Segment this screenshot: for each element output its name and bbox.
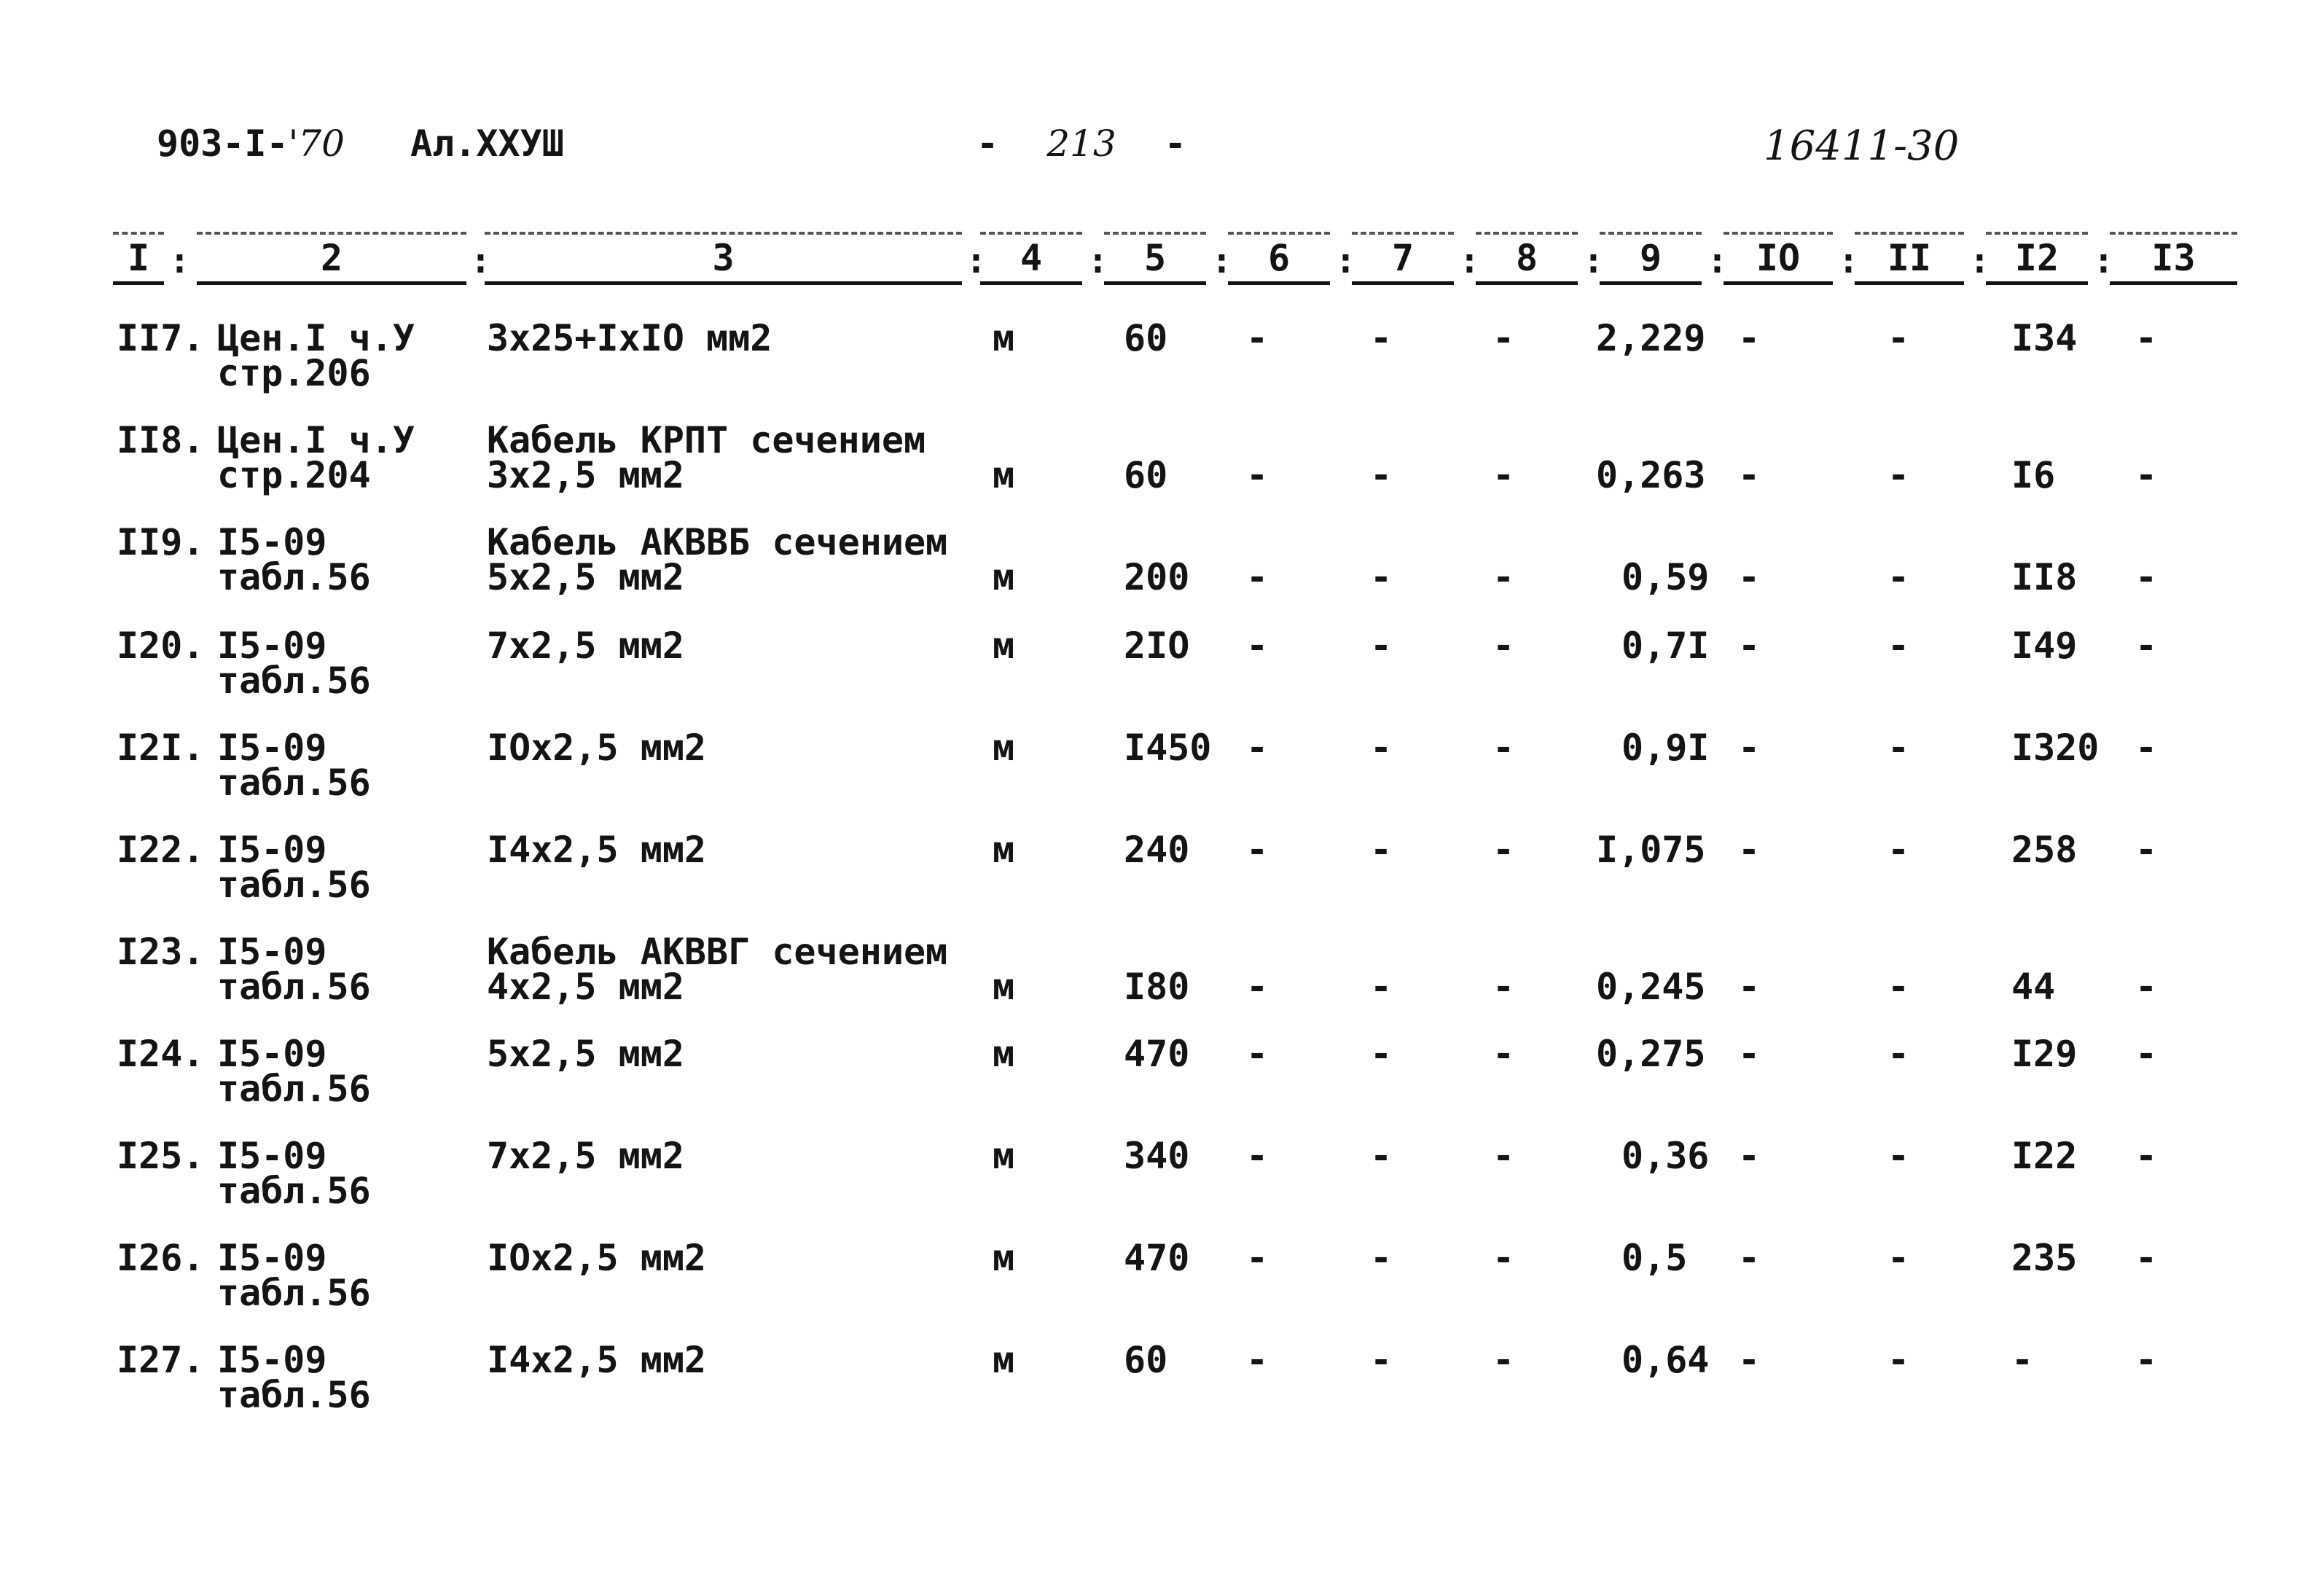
column-header-12: I2: [1986, 232, 2088, 285]
column-header-7: 7: [1352, 232, 1454, 285]
quantity: 2IO: [1124, 625, 1190, 667]
cell-col10: -: [1738, 1033, 1761, 1075]
rate-reference: Цен.I ч.У: [217, 419, 415, 461]
cell-col6: -: [1246, 556, 1269, 598]
row-number: II8.: [117, 419, 205, 461]
cell-col10: -: [1738, 966, 1761, 1008]
rate-reference-page: табл.56: [217, 1272, 371, 1314]
total-value: I22: [2011, 1135, 2078, 1177]
quantity: 470: [1124, 1033, 1190, 1075]
column-separator: :: [1707, 241, 1728, 281]
cell-col6: -: [1246, 317, 1269, 359]
rate-reference: I5-09: [217, 521, 327, 563]
sheet-number: [977, 122, 1186, 165]
column-header-6: 6: [1228, 232, 1330, 285]
row-number: I2I.: [117, 727, 205, 769]
rate-reference: I5-09: [217, 1237, 327, 1279]
cell-col11: -: [1887, 454, 1910, 496]
unit: м: [993, 556, 1015, 598]
cell-col10: -: [1738, 625, 1761, 667]
cell-col13: -: [2135, 1135, 2158, 1177]
cell-col7: -: [1370, 625, 1393, 667]
cell-col10: -: [1738, 317, 1761, 359]
cell-col10: -: [1738, 1339, 1761, 1381]
column-header-5: 5: [1104, 232, 1206, 285]
unit: м: [993, 829, 1015, 871]
cell-col7: -: [1370, 556, 1393, 598]
cell-col6: -: [1246, 1135, 1269, 1177]
cell-col11: -: [1887, 1135, 1910, 1177]
cell-col10: -: [1738, 1237, 1761, 1279]
cell-col8: -: [1492, 1033, 1515, 1075]
column-header-9: 9: [1600, 232, 1702, 285]
rate-reference-page: стр.204: [217, 454, 371, 496]
cell-col11: -: [1887, 625, 1910, 667]
cell-col7: -: [1370, 454, 1393, 496]
cell-col11: -: [1887, 1339, 1910, 1381]
table-row: [0, 1033, 2324, 1131]
document-code-number: 903-I-: [157, 122, 289, 165]
column-header-4: 4: [980, 232, 1082, 285]
table-row: [0, 625, 2324, 723]
rate-reference-page: табл.56: [217, 1374, 371, 1416]
cell-col11: -: [1887, 1033, 1910, 1075]
rate-reference: I5-09: [217, 1339, 327, 1381]
table-row: [0, 419, 2324, 517]
cell-col6: -: [1246, 966, 1269, 1008]
table-row: [0, 727, 2324, 825]
cell-col7: -: [1370, 966, 1393, 1008]
unit-weight: I,075: [1596, 829, 1706, 871]
item-description: 7х2,5 мм2: [487, 625, 684, 667]
quantity: 60: [1124, 1339, 1168, 1381]
unit-weight: 0,263: [1596, 454, 1706, 496]
cell-col7: -: [1370, 829, 1393, 871]
column-separator: :: [1583, 241, 1604, 281]
unit-weight: 0,275: [1596, 1033, 1706, 1075]
cell-col8: -: [1492, 556, 1515, 598]
item-description: I4х2,5 мм2: [487, 829, 707, 871]
sheet-dash-right: -: [1164, 122, 1186, 165]
column-separator: :: [1335, 241, 1356, 281]
sheet-dash-left: -: [977, 122, 999, 165]
quantity: 340: [1124, 1135, 1190, 1177]
cell-col11: -: [1887, 966, 1910, 1008]
table-row: [0, 829, 2324, 927]
quantity: I80: [1124, 966, 1190, 1008]
cell-col11: -: [1887, 556, 1910, 598]
cell-col13: -: [2135, 829, 2158, 871]
cell-col6: -: [1246, 1339, 1269, 1381]
column-header-8: 8: [1476, 232, 1578, 285]
column-header-3: 3: [485, 232, 962, 285]
table-row: [0, 317, 2324, 415]
total-value: I320: [2011, 727, 2100, 769]
total-value: I34: [2011, 317, 2078, 359]
cell-col7: -: [1370, 1339, 1393, 1381]
cell-col7: -: [1370, 1237, 1393, 1279]
rate-reference-page: табл.56: [217, 966, 371, 1008]
cell-col6: -: [1246, 625, 1269, 667]
rate-reference: I5-09: [217, 931, 327, 973]
column-separator: :: [1459, 241, 1480, 281]
cell-col13: -: [2135, 625, 2158, 667]
unit: м: [993, 454, 1015, 496]
column-header-10: IO: [1724, 232, 1833, 285]
item-description: Кабель КРПТ сечением: [487, 419, 926, 461]
unit-weight: 0,245: [1596, 966, 1706, 1008]
column-separator: :: [1838, 241, 1859, 281]
rate-reference: I5-09: [217, 727, 327, 769]
row-number: I25.: [117, 1135, 205, 1177]
column-separator: :: [966, 241, 987, 281]
total-value: 44: [2011, 966, 2056, 1008]
item-description: 5х2,5 мм2: [487, 1033, 684, 1075]
total-value: I6: [2011, 454, 2056, 496]
document-code-handwritten: '70: [288, 122, 345, 165]
column-separator: :: [1969, 241, 1990, 281]
quantity: 200: [1124, 556, 1190, 598]
unit-weight: 0,9I: [1621, 727, 1710, 769]
item-description: 7х2,5 мм2: [487, 1135, 684, 1177]
cell-col13: -: [2135, 317, 2158, 359]
row-number: I20.: [117, 625, 205, 667]
row-number: II7.: [117, 317, 205, 359]
quantity: 60: [1124, 454, 1168, 496]
cell-col8: -: [1492, 1237, 1515, 1279]
item-description: I4х2,5 мм2: [487, 1339, 707, 1381]
column-separator: :: [1087, 241, 1108, 281]
cell-col8: -: [1492, 829, 1515, 871]
total-value: -: [2011, 1339, 2034, 1381]
row-number: I26.: [117, 1237, 205, 1279]
quantity: 240: [1124, 829, 1190, 871]
total-value: II8: [2011, 556, 2078, 598]
table-row: [0, 521, 2324, 619]
rate-reference-page: табл.56: [217, 762, 371, 804]
cell-col11: -: [1887, 727, 1910, 769]
cell-col6: -: [1246, 1237, 1269, 1279]
cell-col13: -: [2135, 1339, 2158, 1381]
cell-col8: -: [1492, 454, 1515, 496]
cell-col6: -: [1246, 454, 1269, 496]
quantity: I450: [1124, 727, 1212, 769]
quantity: 470: [1124, 1237, 1190, 1279]
rate-reference: I5-09: [217, 625, 327, 667]
total-value: 258: [2011, 829, 2078, 871]
album-label: Ал.XXУШ: [410, 122, 564, 165]
cell-col10: -: [1738, 556, 1761, 598]
column-header-13: I3: [2110, 232, 2237, 285]
cell-col6: -: [1246, 829, 1269, 871]
cell-col7: -: [1370, 317, 1393, 359]
cell-col11: -: [1887, 1237, 1910, 1279]
cell-col13: -: [2135, 1237, 2158, 1279]
rate-reference: I5-09: [217, 1135, 327, 1177]
unit-weight: 0,36: [1621, 1135, 1710, 1177]
column-separator: :: [2093, 241, 2114, 281]
unit: м: [993, 966, 1015, 1008]
rate-reference: I5-09: [217, 829, 327, 871]
rate-reference-page: табл.56: [217, 660, 371, 702]
cell-col6: -: [1246, 727, 1269, 769]
unit: м: [993, 727, 1015, 769]
table-row: [0, 1135, 2324, 1233]
total-value: I49: [2011, 625, 2078, 667]
cell-col8: -: [1492, 966, 1515, 1008]
column-separator: :: [470, 241, 491, 281]
item-description: 3х25+IxIO мм2: [487, 317, 772, 359]
cell-col13: -: [2135, 966, 2158, 1008]
item-description-line2: 5х2,5 мм2: [487, 556, 684, 598]
row-number: I27.: [117, 1339, 205, 1381]
document-code: [157, 122, 564, 165]
unit: м: [993, 1033, 1015, 1075]
column-header-11: II: [1855, 232, 1964, 285]
table-row: [0, 1339, 2324, 1437]
table-row: [0, 1237, 2324, 1335]
cell-col7: -: [1370, 727, 1393, 769]
cell-col6: -: [1246, 1033, 1269, 1075]
cell-col8: -: [1492, 317, 1515, 359]
column-header-1: I: [113, 232, 164, 285]
table-row: [0, 931, 2324, 1029]
unit-weight: 0,64: [1621, 1339, 1710, 1381]
total-value: I29: [2011, 1033, 2078, 1075]
item-description-line2: 4х2,5 мм2: [487, 966, 684, 1008]
quantity: 60: [1124, 317, 1168, 359]
cell-col8: -: [1492, 1339, 1515, 1381]
rate-reference-page: табл.56: [217, 1068, 371, 1110]
rate-reference-page: табл.56: [217, 556, 371, 598]
cell-col10: -: [1738, 454, 1761, 496]
document-id: 16411-30: [1764, 122, 1960, 170]
cell-col10: -: [1738, 1135, 1761, 1177]
unit-weight: 0,59: [1621, 556, 1710, 598]
item-description-line2: 3х2,5 мм2: [487, 454, 684, 496]
unit-weight: 0,5: [1621, 1237, 1688, 1279]
cell-col8: -: [1492, 625, 1515, 667]
unit: м: [993, 317, 1015, 359]
item-description: Кабель АКВВБ сечением: [487, 521, 948, 563]
unit: м: [993, 1339, 1015, 1381]
rate-reference: Цен.I ч.У: [217, 317, 415, 359]
cell-col8: -: [1492, 1135, 1515, 1177]
cell-col11: -: [1887, 829, 1910, 871]
item-description: Кабель АКВВГ сечением: [487, 931, 948, 973]
unit: м: [993, 1237, 1015, 1279]
cell-col7: -: [1370, 1135, 1393, 1177]
item-description: IOх2,5 мм2: [487, 727, 707, 769]
column-separator: :: [1211, 241, 1232, 281]
column-header-2: 2: [197, 232, 466, 285]
unit-weight: 0,7I: [1621, 625, 1710, 667]
rate-reference-page: стр.206: [217, 352, 371, 394]
column-separator: :: [169, 241, 190, 281]
cell-col10: -: [1738, 727, 1761, 769]
sheet-number-value: 213: [1046, 122, 1116, 165]
item-description: IOх2,5 мм2: [487, 1237, 707, 1279]
cell-col11: -: [1887, 317, 1910, 359]
unit: м: [993, 1135, 1015, 1177]
cell-col10: -: [1738, 829, 1761, 871]
rate-reference-page: табл.56: [217, 1170, 371, 1212]
cell-col13: -: [2135, 727, 2158, 769]
rate-reference: I5-09: [217, 1033, 327, 1075]
cell-col13: -: [2135, 1033, 2158, 1075]
row-number: I23.: [117, 931, 205, 973]
row-number: I22.: [117, 829, 205, 871]
unit-weight: 2,229: [1596, 317, 1706, 359]
cell-col7: -: [1370, 1033, 1393, 1075]
cell-col13: -: [2135, 454, 2158, 496]
row-number: II9.: [117, 521, 205, 563]
cell-col8: -: [1492, 727, 1515, 769]
cell-col13: -: [2135, 556, 2158, 598]
total-value: 235: [2011, 1237, 2078, 1279]
row-number: I24.: [117, 1033, 205, 1075]
rate-reference-page: табл.56: [217, 864, 371, 906]
unit: м: [993, 625, 1015, 667]
